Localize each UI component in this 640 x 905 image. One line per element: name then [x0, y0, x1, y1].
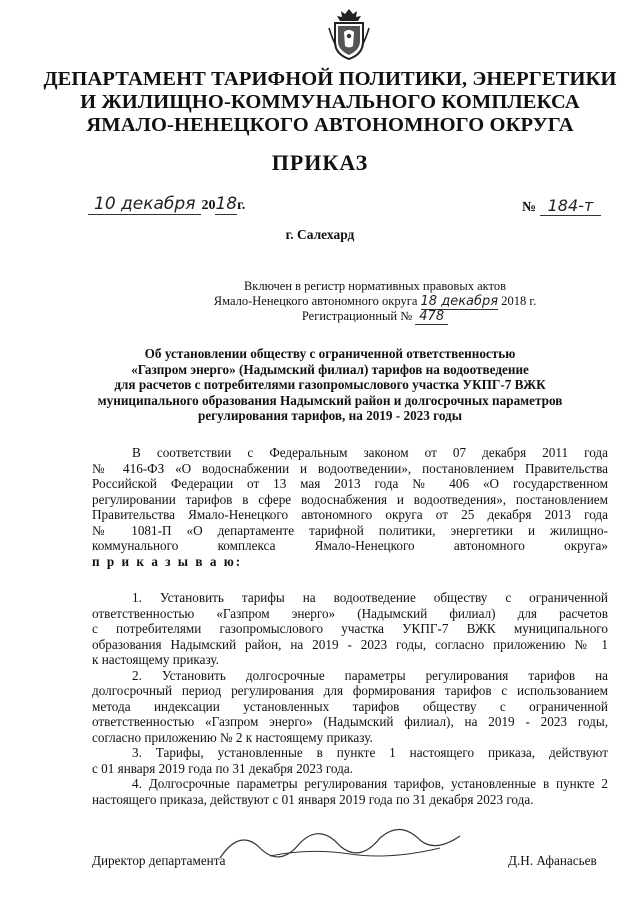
header-line-1: ДЕПАРТАМЕНТ ТАРИФНОЙ ПОЛИТИКИ, ЭНЕРГЕТИКИ: [43, 68, 617, 90]
order-item-2: [92, 668, 608, 746]
order-date-year: 18: [215, 194, 238, 214]
title-line: муниципального образования Надымский район и долгосрочных параметров: [97, 392, 563, 408]
title-line: «Газпром энерго» (Надымский филиал) тарифов на водоотведение: [131, 361, 529, 377]
item-line: 3. Тарифы, установленные в пункте 1 настоящего приказа, действуют: [132, 745, 608, 760]
order-item-1: [92, 590, 608, 668]
registration-number-label: Регистрационный №: [301, 309, 413, 323]
item-line: с потребителями газопромыслового участка УКПГ-7 ВЖК муниципального: [92, 621, 608, 636]
registration-year: 2018 г.: [501, 294, 537, 308]
preamble-line: Российской Федерации от 13 мая 2013 года № 406 «О государственном: [92, 476, 608, 491]
registration-region: Ямало-Ненецкого автономного округа: [213, 294, 418, 308]
preamble-line: коммунального комплекса Ямало-Ненецкого автономного округа»: [92, 538, 608, 553]
order-date-day: 10 декабря: [88, 194, 201, 215]
title-line: для расчетов с потребителями газопромыслового участка УКПГ-7 ВЖК: [114, 377, 546, 392]
document-title: [60, 346, 600, 424]
order-date: [88, 194, 245, 214]
preamble: [92, 445, 608, 569]
item-line: с 01 января 2019 года по 31 декабря 2023 года.: [92, 760, 353, 776]
registration-date-handwritten: 18 декабря: [420, 294, 499, 309]
order-date-year-prefix: 20: [201, 198, 216, 213]
order-number-value: 184-т: [540, 196, 602, 216]
header-line-3: ЯМАЛО-НЕНЕЦКОГО АВТОНОМНОГО ОКРУГА: [86, 114, 574, 136]
title-line: Об установлении обществу с ограниченной ответственностью: [144, 346, 516, 361]
item-line: к настоящему приказу.: [92, 652, 219, 667]
department-header: [20, 68, 640, 137]
item-line: 4. Долгосрочные параметры регулирования тарифов, установленные в пункте 2: [132, 776, 608, 791]
order-number-label: №: [522, 200, 537, 215]
signature-position: Директор департамента: [92, 853, 226, 868]
registration-line-2: [180, 294, 570, 309]
header-line-2: И ЖИЛИЩНО-КОММУНАЛЬНОГО КОМПЛЕКСА: [80, 91, 580, 113]
handwritten-signature: [200, 818, 480, 868]
registration-line-3: [180, 309, 570, 324]
item-line: настоящего приказа, действуют с 01 января 2019 года по 31 декабря 2023 года.: [92, 791, 534, 807]
preamble-line: В соответствии с Федеральным законом от 07 декабря 2011 года: [132, 445, 608, 460]
item-line: ответственностью «Газпром энерго» (Надымский филиал), на 2019 - 2023 годы,: [92, 714, 608, 729]
title-line: регулирования тарифов, на 2019 - 2023 годы: [197, 408, 462, 423]
preamble-line: Правительства Ямало-Ненецкого автономного округа от 25 декабря 2013 года: [92, 507, 608, 522]
item-line: согласно приложению № 2 к настоящему приказу.: [92, 729, 373, 745]
document-type: ПРИКАЗ: [271, 150, 369, 175]
registration-block: [180, 279, 570, 324]
order-date-year-suffix: г.: [237, 198, 246, 213]
registration-line-1: Включен в регистр нормативных правовых актов: [243, 279, 507, 293]
preamble-line: регулировании тарифов в сфере водоснабжения и водоотведения», постановлением: [92, 491, 608, 507]
order-item-4: [92, 776, 608, 807]
signature-name: Д.Н. Афанасьев: [508, 853, 597, 868]
order-number: [522, 196, 601, 216]
coat-of-arms-emblem: [327, 8, 371, 60]
city: г. Салехард: [285, 227, 355, 242]
registration-number-handwritten: 478: [415, 309, 448, 325]
item-line: образования Надымский район, на 2019 - 2023 годы, согласно приложению № 1: [92, 636, 608, 652]
item-line: ответственностью «Газпром энерго» (Надымский филиал) для расчетов: [92, 605, 608, 621]
item-line: метода индексации установленных тарифов обществу с ограниченной: [92, 698, 608, 714]
item-line: 1. Установить тарифы на водоотведение обществу с ограниченной: [132, 590, 608, 605]
item-line: 2. Установить долгосрочные параметры регулирования тарифов на: [132, 667, 608, 683]
order-items: [92, 590, 608, 807]
order-item-3: [92, 745, 608, 776]
preamble-line: № 416-ФЗ «О водоснабжении и водоотведении», постановлением Правительства: [92, 460, 608, 476]
item-line: долгосрочный период регулирования для формирования тарифов с использованием: [92, 683, 608, 698]
preamble-line: № 1081-П «О департаменте тарифной политики, энергетики и жилищно-: [92, 522, 608, 538]
order-word: п р и к а з ы в а ю:: [92, 553, 243, 569]
